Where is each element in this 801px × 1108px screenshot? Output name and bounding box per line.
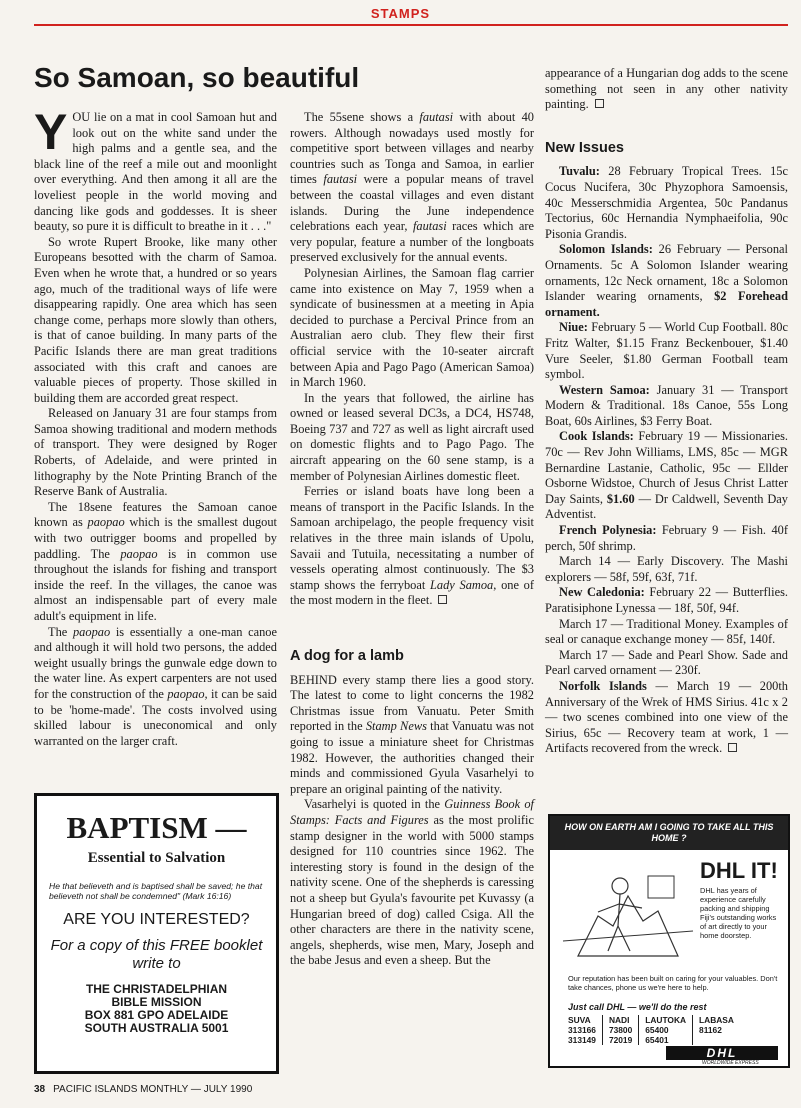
- issue-entry: March 17 — Traditional Money. Examples of seal or canaque exchange money — 85f, 140f.: [545, 616, 788, 647]
- text: The 55sene shows a: [304, 110, 420, 124]
- italic-text: paopao: [87, 515, 125, 530]
- article-column-1: [34, 104, 278, 749]
- address-line: THE CHRISTADELPHIAN: [85, 982, 228, 996]
- issue-entry: [545, 429, 788, 523]
- article-column-2: [290, 110, 534, 969]
- paragraph: [34, 625, 277, 750]
- bold-text: $2 Forehead ornament.: [545, 289, 788, 319]
- issue-country: Niue:: [559, 320, 588, 335]
- paragraph: In the years that followed, the airline has owned or leased several DC3s, a DC4, HS748, Boeing 737 and 727 as well as light aircraft used on domestic flights and to Pago Pago. The aircraft appearing on the 60 sene stamp, is a member of Polynesian Airlines domestic fleet.: [290, 390, 534, 483]
- header-rule: [34, 24, 788, 26]
- advert-address: [37, 983, 276, 1035]
- drop-cap: Y: [34, 104, 68, 160]
- end-mark-icon: [595, 99, 604, 108]
- paragraph: [290, 110, 534, 266]
- issue-entry: March 14 — Early Discovery. The Mashi explorers — 58f, 59f, 63f, 71f.: [545, 554, 788, 584]
- issue-entry: [545, 242, 788, 320]
- office-phone: 65400: [645, 1025, 669, 1035]
- subheading-new-issues: New Issues: [545, 139, 624, 156]
- text: February 5 — World Cup Football. 80c Fritz Walter, $1.15 Franz Beckenbouer, $1.40 Vure Seeler, $1.80 German Football team symbol.: [545, 320, 788, 382]
- text: were a popular means of travel between the coastal villages and even distant islands. During the June independence celebrations each year,: [290, 172, 534, 234]
- issue-country: Solomon Islands:: [559, 242, 653, 257]
- office-labasa: [692, 1015, 740, 1045]
- page-number: 38: [34, 1084, 46, 1095]
- text: — March 19 — 200th Anniversary of the Wrek of HMS Sirius. 41c x 2 — two scenes combined into one view of the Sirius, 65c — Recovery team at work, 1 — Artifacts recovered from the wreck.: [545, 678, 788, 756]
- text: , one of the most modern in the fleet.: [290, 577, 535, 608]
- text: February 19 — Missionaries. 70c — Rev John Williams, LMS, 85c — MGR Bernardine Lastanie, Catholic, 95c — Ellder Osborne Widstoe, Church of Jesus Christ Latter Day Saints,: [545, 429, 788, 506]
- issue-entry: [545, 679, 788, 757]
- office-city: NADI: [608, 1015, 630, 1025]
- issue-entry: [545, 523, 788, 554]
- office-city: LAUTOKA: [645, 1015, 687, 1025]
- office-nadi: [602, 1015, 638, 1045]
- text: with about 40 rowers. Although nowadays used mostly for competitive sport between villages and nearby countries such as Tonga and Samoa, in earlier times: [290, 110, 534, 187]
- issue-country: Tuvalu:: [559, 164, 600, 179]
- bold-text: $1.60: [606, 491, 635, 506]
- dhl-headline: DHL IT!: [700, 858, 778, 883]
- address-line: SOUTH AUSTRALIA 5001: [84, 1021, 229, 1035]
- advert-quote: He that believeth and is baptised shall be saved; he that believeth not shall be condemned" (Mark 16:16): [49, 881, 263, 901]
- text: is in common use throughout the islands for fishing and transport inside the reef. In the villages, the canoe was almost an indispensable part of every male adult's equipment in life.: [34, 546, 278, 623]
- paragraph: Polynesian Airlines, the Samoan flag carrier came into existence on May 7, 1959 when a syndicate of businessmen at a meeting in Apia decided to purchase a Percival Prince from an Australian aero club. They flew their first official service with the 10-seater aircraft between Apia and Pago Pago (American Samoa) in March 1960.: [290, 265, 534, 390]
- text: appearance of a Hungarian dog adds to the scene something not seen in any other nativity painting.: [545, 66, 788, 112]
- dhl-description: DHL has years of experience carefully packing and shipping Fiji's outstanding works of art directly to your home doorstep.: [700, 886, 777, 940]
- dhl-banner: HOW ON EARTH AM I GOING TO TAKE ALL THIS HOME ?: [550, 816, 788, 850]
- issue-country: Western Samoa:: [559, 382, 650, 397]
- text: as the most prolific stamp designer in the world with 5000 stamps designed for 110 countries since 1962. The interesting story is found in the design of the nativity scene. One of the shepherds is caressing not a sheep but Gyula's favourite pet Kuvassy (a Hungarian breed of dog) called Csiga. All the other characters are there in the nativity scene, angels, shepherds, wise men, Mary, Joseph and the babe Jesus and even a sheep. But the: [290, 812, 535, 968]
- dhl-call: Just call DHL — we'll do the rest: [568, 1002, 707, 1012]
- paragraph: [545, 66, 788, 113]
- office-lautoka: [638, 1015, 692, 1045]
- italic-text: paopao,: [167, 686, 208, 701]
- text: February 9 — Fish. 40f perch, 50f shrimp.: [545, 523, 788, 553]
- office-city: LABASA: [699, 1015, 734, 1025]
- text: Ferries or island boats have long been a means of transport in the Pacific Islands. In the Samoan archipelago, the people frequency visit relatives in the three main islands of Upolu, Savaii and Tutuila, necessitating a number of vessels operating almost continuously. The $3 stamp shows the ferryboat: [290, 484, 534, 592]
- end-mark-icon: [728, 743, 737, 752]
- issue-country: New Caledonia:: [559, 585, 645, 600]
- italic-text: Lady Samoa: [430, 577, 494, 592]
- article-column-3: [545, 66, 788, 757]
- dhl-logo: DHL: [666, 1046, 778, 1060]
- dhl-reputation: Our reputation has been built on caring for your valuables. Don't take chances, phone us we're here to help.: [568, 974, 778, 992]
- text: which is the smallest dugout with two outrigger booms and propelled by paddling. The: [34, 515, 277, 561]
- text: BEHIND every stamp there lies a good story. The latest to come to light concerns the 1982 Christmas issue from Vanuatu. Peter Smith reported in the: [290, 672, 534, 734]
- text: The: [48, 624, 73, 639]
- text: January 31 — Transport Modern & Traditional. 18s Canoe, 55s Long Boat, 60s Airlines, $3 Ferry Boat.: [545, 382, 788, 428]
- italic-text: paopao: [72, 624, 111, 639]
- dhl-illustration: [558, 856, 698, 966]
- office-phone: 81162: [699, 1025, 722, 1035]
- text: The 18sene features the Samoan canoe known as: [34, 499, 277, 530]
- end-mark-icon: [438, 595, 447, 604]
- page-footer: [34, 1084, 252, 1095]
- dhl-offices: [568, 1015, 783, 1045]
- dhl-advert: [548, 814, 790, 1068]
- paragraph: [34, 104, 277, 235]
- text: Vasarhelyi is quoted in the: [304, 797, 445, 812]
- italic-text: fautasi: [419, 110, 454, 124]
- advert-subtitle: Essential to Salvation: [87, 850, 226, 866]
- italic-text: Guinness Book of Stamps: Facts and Figures: [290, 797, 534, 827]
- address-line: BOX 881 GPO ADELAIDE: [84, 1008, 229, 1022]
- paragraph: [290, 484, 534, 609]
- address-line: BIBLE MISSION: [111, 995, 202, 1009]
- office-suva: [568, 1015, 602, 1045]
- office-phone: 313149: [568, 1035, 596, 1045]
- subheading-dog: A dog for a lamb: [290, 648, 404, 664]
- issue-country: French Polynesia:: [559, 523, 657, 538]
- italic-text: Stamp News: [365, 719, 427, 734]
- dhl-tagline: WORLDWIDE EXPRESS: [702, 1060, 759, 1066]
- issue-country: Cook Islands:: [559, 429, 634, 444]
- paragraph: [290, 673, 534, 798]
- text: races which are very popular, feature a number of the longboats preserved exclusively for the annual events.: [290, 219, 534, 265]
- office-phone: 313166: [568, 1025, 596, 1035]
- advert-offer: For a copy of this FREE booklet write to: [50, 937, 263, 972]
- issue-entry: [545, 383, 788, 430]
- italic-text: fautasi: [323, 172, 358, 187]
- paragraph: [34, 500, 277, 625]
- text: that Vanuatu was not going to issue a miniature sheet for Christmas 1982. However, the authorities changed their minds and commissioned Gyula Vasarhelyi to prepare an original painting of the nativity.: [290, 719, 534, 796]
- paragraph: Released on January 31 are four stamps from Samoa showing traditional and modern methods of transport. They were designed by Roger Roberts, of Adelaide, and were printed in lithography by the Note Printing Branch of the Reserve Bank of Australia.: [34, 406, 277, 499]
- office-city: SUVA: [568, 1015, 591, 1025]
- text: 28 February Tropical Trees. 15c Cocus Nucifera, 30c Phyzophora Samoensis, 40c Messerschmidia Argentea, 50c Pandanus Tectorius, 60c Hernandia Nymphaeifolia, 90c Pisonia Grandis.: [545, 164, 788, 241]
- issue-entry: [545, 585, 788, 616]
- text: 26 February — Personal Ornaments. 5c A Solomon Islander wearing ornaments, 12c Neck ornament, 18c a Solomon Islander wearing ornaments,: [545, 242, 788, 304]
- baptism-advert: [34, 793, 279, 1074]
- paragraph-text: OU lie on a mat in cool Samoan hut and look out on the white sand under the high palms and a gentle sea, and the black line of the reef a mile out and moonlight over everything. And then among it all are the loveliest people in the world moving and dancing like gods and goddesses. It is sheer beauty, so pure it is difficult to breathe in it . . .": [34, 110, 277, 234]
- text: it can be said to be 'home-made'. The costs involved using skilled labour is uneconomical and only warranted on the larger craft.: [34, 686, 277, 748]
- publication-line: PACIFIC ISLANDS MONTHLY — JULY 1990: [53, 1084, 253, 1095]
- issue-entry: [545, 320, 788, 382]
- issue-entry: [545, 164, 788, 242]
- text: February 22 — Butterflies. Paratisiphone Lynessa — 18f, 50f, 94f.: [545, 585, 788, 615]
- section-label: STAMPS: [370, 6, 431, 21]
- paragraph: [290, 797, 534, 969]
- office-phone: 73800: [608, 1025, 633, 1035]
- text: — Dr Caldwell, Seventh Day Adventist.: [545, 491, 788, 522]
- paragraph: So wrote Rupert Brooke, like many other Europeans besotted with the charm of Samoa. Even when he wrote that, a hundred or so years ago, much of the traditional ways of life were disappearing rapidly. One area which has seen change come, perhaps more slowly than others, is that of canoe building. In many parts of the Pacific Islands there are man great traditions associated with this craft and canoes are valuable pieces of property. Those skilled in building them are accorded great respect.: [34, 234, 277, 405]
- issue-country: Norfolk Islands: [559, 678, 647, 693]
- italic-text: paopao: [120, 546, 158, 561]
- article-headline: So Samoan, so beautiful: [34, 62, 360, 93]
- italic-text: fautasi: [412, 219, 447, 234]
- office-phone: 72019: [608, 1035, 633, 1045]
- office-phone: 65401: [645, 1035, 669, 1045]
- advert-title: BAPTISM —: [66, 810, 247, 845]
- advert-question: ARE YOU INTERESTED?: [63, 911, 250, 928]
- issue-entry: March 17 — Sade and Pearl Show. Sade and Pearl carved ornament — 230f.: [545, 647, 788, 678]
- text: is essentially a one-man canoe and although it will hold two persons, the added weight usually brings the gunwale edge down to the water line. As expert carpenters are not used for the construction of the: [34, 624, 277, 701]
